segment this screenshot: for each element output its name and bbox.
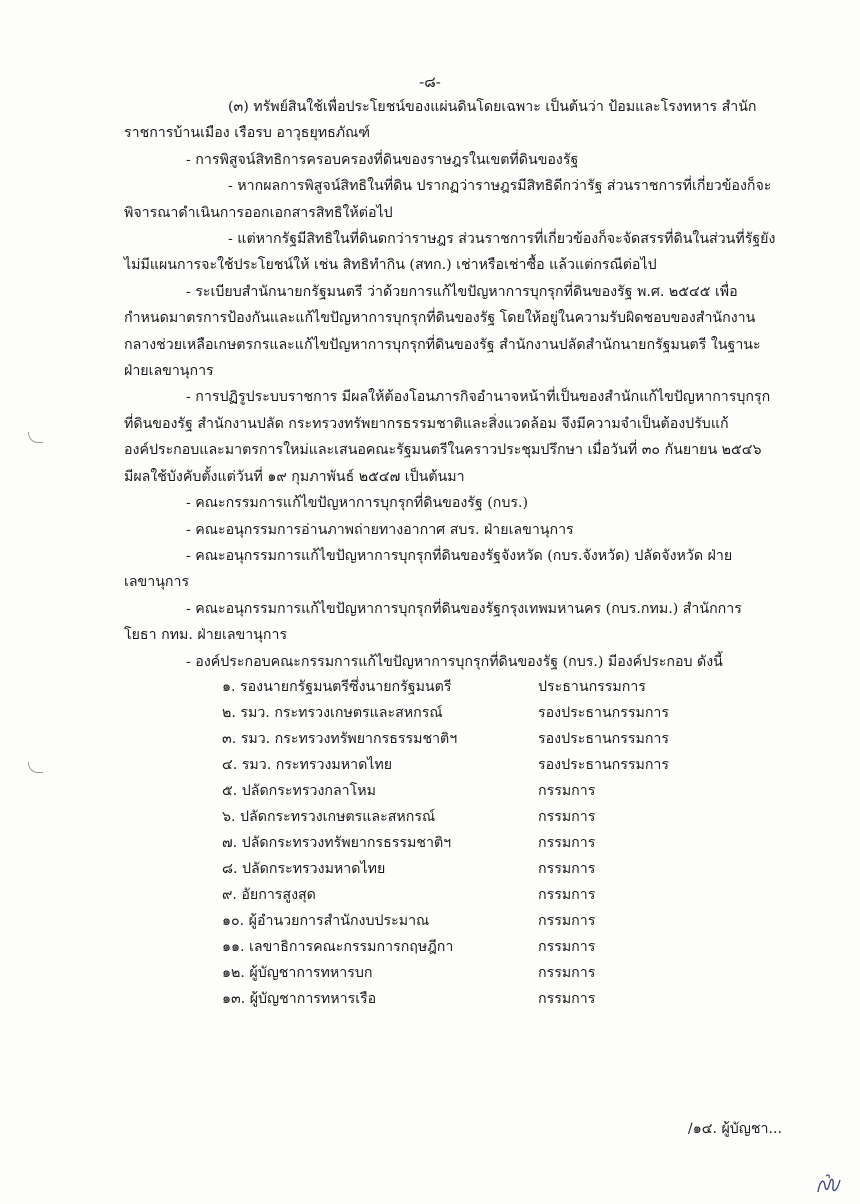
member-row — [222, 752, 702, 778]
member-row — [222, 882, 702, 908]
member-row — [222, 674, 702, 700]
member-name: ๑๐. ผู้อำนวยการสำนักงบประมาณ — [222, 913, 430, 929]
member-role: กรรมการ — [538, 809, 596, 825]
paragraph-line-first: - ระเบียบสำนักนายกรัฐมนตรี ว่าด้วยการแก้ไขปัญหาการบุกรุกที่ดินของรัฐ พ.ศ. ๒๕๔๕ เพื่อ — [186, 283, 738, 300]
member-role: รองประธานกรรมการ — [538, 757, 669, 773]
member-role: กรรมการ — [538, 783, 596, 799]
member-name: ๙. อัยการสูงสุด — [222, 887, 316, 903]
paragraph-line: องค์ประกอบและมาตรการใหม่และเสนอคณะรัฐมนตรีในคราวประชุมปรึกษา เมื่อวันที่ ๓๐ กันยายน ๒๕๔๖ — [124, 442, 762, 459]
paragraph-line: โยธา กทม. ฝ่ายเลขานุการ — [124, 627, 288, 644]
paragraph-line: ไม่มีแผนการจะใช้ประโยชน์ให้ เช่น สิทธิทำกิน (สทก.) เช่าหรือเช่าซื้อ แล้วแต่กรณีต่อไป — [124, 257, 657, 274]
member-role: รองประธานกรรมการ — [538, 705, 669, 721]
member-row — [222, 778, 702, 804]
member-role: กรรมการ — [538, 887, 596, 903]
member-row — [222, 856, 702, 882]
paragraph-line: กลางช่วยเหลือเกษตรกรและแก้ไขปัญหาการบุกรุกที่ดินของรัฐ สำนักงานปลัดสำนักนายกรัฐมนตรี ในฐานะ — [124, 336, 761, 353]
initials-signature — [814, 1172, 844, 1198]
member-name: ๕. ปลัดกระทรวงกลาโหม — [222, 783, 376, 799]
body-text — [124, 94, 784, 675]
page-number: -๘- — [419, 73, 441, 91]
member-name: ๗. ปลัดกระทรวงทรัพยากรธรรมชาติฯ — [222, 835, 452, 851]
continuation-marker: /๑๔. ผู้บัญชา... — [687, 1121, 782, 1137]
member-row — [222, 830, 702, 856]
member-name: ๔. รมว. กระทรวงมหาดไทย — [222, 757, 393, 773]
paragraph-line: มีผลใช้บังคับตั้งแต่วันที่ ๑๙ กุมภาพันธ์ ๒๕๔๗ เป็นต้นมา — [124, 468, 465, 485]
member-name: ๓. รมว. กระทรวงทรัพยากรธรรมชาติฯ — [222, 731, 458, 747]
member-row — [222, 804, 702, 830]
margin-binding-mark — [28, 762, 43, 773]
paragraph-line: กำหนดมาตรการป้องกันและแก้ไขปัญหาการบุกรุกที่ดินของรัฐ โดยให้อยู่ในความรับผิดชอบของสำนักงาน — [124, 310, 756, 327]
member-role: กรรมการ — [538, 991, 596, 1007]
member-role: กรรมการ — [538, 965, 596, 981]
member-role: กรรมการ — [538, 913, 596, 929]
paragraph-line: ราชการบ้านเมือง เรือรบ อาวุธยุทธภัณฑ์ — [124, 125, 371, 142]
member-name: ๑๒. ผู้บัญชาการทหารบก — [222, 965, 373, 981]
member-name: ๑. รองนายกรัฐมนตรีซึ่งนายกรัฐมนตรี — [222, 679, 452, 695]
committee-members-list — [222, 674, 702, 1012]
paragraph-line-first: - การปฏิรูประบบราชการ มีผลให้ต้องโอนภารกิจอำนาจหน้าที่เป็นของสำนักแก้ไขปัญหาการบุกรุก — [186, 389, 771, 406]
paragraph-line-first: - คณะอนุกรรมการแก้ไขปัญหาการบุกรุกที่ดินของรัฐจังหวัด (กบร.จังหวัด) ปลัดจังหวัด ฝ่าย — [186, 547, 733, 564]
member-name: ๑๑. เลขาธิการคณะกรรมการกฤษฎีกา — [222, 939, 454, 955]
margin-binding-mark — [28, 432, 43, 443]
member-role: กรรมการ — [538, 861, 596, 877]
member-role: รองประธานกรรมการ — [538, 731, 669, 747]
member-row — [222, 700, 702, 726]
member-name: ๖. ปลัดกระทรวงเกษตรและสหกรณ์ — [222, 809, 436, 825]
member-row — [222, 726, 702, 752]
paragraph-line-first: (๓) ทรัพย์สินใช้เพื่อประโยชน์ของแผ่นดินโดยเฉพาะ เป็นต้นว่า ป้อมและโรงทหาร สำนัก — [228, 99, 757, 115]
member-row — [222, 986, 702, 1012]
paragraph-line: เลขานุการ — [124, 574, 190, 591]
member-role: กรรมการ — [538, 835, 596, 851]
paragraph-line-first: - หากผลการพิสูจน์สิทธิในที่ดิน ปรากฏว่าราษฎรมีสิทธิดีกว่ารัฐ ส่วนราชการที่เกี่ยวข้องก็จะ — [228, 178, 772, 195]
paragraph-line-first: - คณะกรรมการแก้ไขปัญหาการบุกรุกที่ดินของรัฐ (กบร.) — [186, 495, 529, 512]
member-row — [222, 960, 702, 986]
paragraph-line: พิจารณาดำเนินการออกเอกสารสิทธิให้ต่อไป — [124, 204, 393, 221]
member-name: ๒. รมว. กระทรวงเกษตรและสหกรณ์ — [222, 705, 443, 721]
paragraph-line-first: - คณะอนุกรรมการแก้ไขปัญหาการบุกรุกที่ดินของรัฐกรุงเทพมหานคร (กบร.กทม.) สำนักการ — [186, 600, 742, 617]
paragraph-line-first: - แต่หากรัฐมีสิทธิในที่ดินดกว่าราษฎร ส่วนราชการที่เกี่ยวข้องก็จะจัดสรรที่ดินในส่วนที่รัฐยัง — [228, 231, 776, 248]
member-name: ๘. ปลัดกระทรวงมหาดไทย — [222, 861, 386, 877]
paragraph-line: ที่ดินของรัฐ สำนักงานปลัด กระทรวงทรัพยากรธรรมชาติและสิ่งแวดล้อม จึงมีความจำเป็นต้องปรับแก้ — [124, 415, 729, 432]
member-name: ๑๓. ผู้บัญชาการทหารเรือ — [222, 991, 377, 1007]
member-row — [222, 934, 702, 960]
member-role: ประธานกรรมการ — [538, 679, 646, 695]
paragraph-line-first: - การพิสูจน์สิทธิการครอบครองที่ดินของราษฎรในเขตที่ดินของรัฐ — [186, 151, 579, 168]
member-role: กรรมการ — [538, 939, 596, 955]
paragraph-line: ฝ่ายเลขานุการ — [124, 363, 214, 380]
paragraph-line-first: - องค์ประกอบคณะกรรมการแก้ไขปัญหาการบุกรุกที่ดินของรัฐ (กบร.) มีองค์ประกอบ ดังนี้ — [186, 653, 723, 670]
paragraph-line-first: - คณะอนุกรรมการอ่านภาพถ่ายทางอากาศ สบร. ฝ่ายเลขานุการ — [186, 521, 574, 538]
member-row — [222, 908, 702, 934]
